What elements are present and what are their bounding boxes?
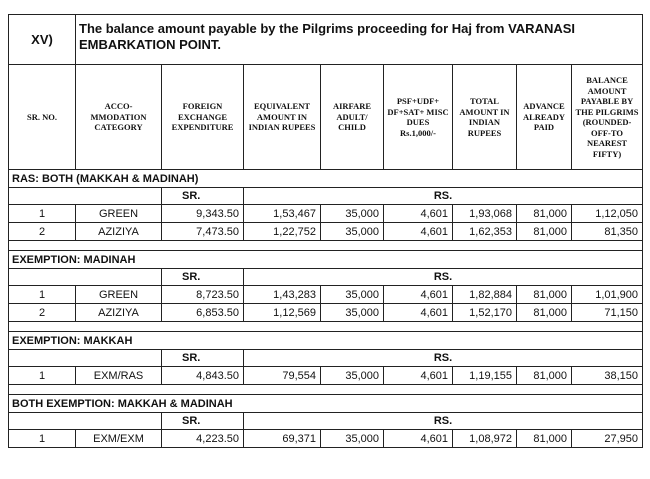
section-heading: EXEMPTION: MADINAH	[9, 251, 643, 269]
cell-equivalent-amount: 1,53,467	[244, 205, 321, 223]
header-sr-no: SR. NO.	[9, 65, 76, 170]
cell-foreign-exchange: 9,343.50	[162, 205, 244, 223]
unit-row	[9, 269, 643, 286]
unit-spacer	[9, 188, 162, 205]
cell-total-amount: 1,08,972	[453, 430, 517, 448]
cell-balance-payable: 1,01,900	[572, 286, 643, 304]
cell-balance-payable: 71,150	[572, 304, 643, 322]
header-psf-dues-label: PSF+UDF+ DF+SAT+ MISC DUES	[387, 96, 449, 127]
unit-rs-label: RS.	[244, 413, 643, 430]
unit-row	[9, 188, 643, 205]
cell-airfare: 35,000	[321, 430, 384, 448]
section-heading-row	[9, 251, 643, 269]
header-accommodation-category: ACCO-MMODATION CATEGORY	[76, 65, 162, 170]
section-heading: RAS: BOTH (MAKKAH & MADINAH)	[9, 170, 643, 188]
spacer-cell	[9, 322, 643, 332]
cell-foreign-exchange: 4,223.50	[162, 430, 244, 448]
cell-equivalent-amount: 1,43,283	[244, 286, 321, 304]
unit-sr-label: SR.	[162, 350, 244, 367]
section-heading-row	[9, 170, 643, 188]
cell-sr-no: 1	[9, 430, 76, 448]
cell-foreign-exchange: 4,843.50	[162, 367, 244, 385]
unit-spacer	[9, 413, 162, 430]
cell-equivalent-amount: 69,371	[244, 430, 321, 448]
unit-row	[9, 413, 643, 430]
header-balance-payable: BALANCE AMOUNT PAYABLE BY THE PILGRIMS (ROUNDED-OFF-TO NEAREST FIFTY)	[572, 65, 643, 170]
page-title: The balance amount payable by the Pilgrims proceeding for Haj from VARANASI EMBARKATION POINT.	[76, 15, 643, 65]
cell-balance-payable: 1,12,050	[572, 205, 643, 223]
cell-advance-paid: 81,000	[517, 430, 572, 448]
spacer-row	[9, 241, 643, 251]
header-psf-dues	[384, 65, 453, 170]
header-airfare: AIRFARE ADULT/ CHILD	[321, 65, 384, 170]
spacer-cell	[9, 385, 643, 395]
haj-balance-document	[8, 14, 642, 448]
unit-sr-label: SR.	[162, 269, 244, 286]
header-foreign-exchange: FOREIGN EXCHANGE EXPENDITURE	[162, 65, 244, 170]
header-advance-paid: ADVANCE ALREADY PAID	[517, 65, 572, 170]
balance-table	[8, 14, 643, 448]
cell-psf-dues: 4,601	[384, 367, 453, 385]
table-row	[9, 304, 643, 322]
cell-equivalent-amount: 1,22,752	[244, 223, 321, 241]
header-equivalent-amount: EQUIVALENT AMOUNT IN INDIAN RUPEES	[244, 65, 321, 170]
cell-category: GREEN	[76, 286, 162, 304]
cell-psf-dues: 4,601	[384, 304, 453, 322]
cell-foreign-exchange: 6,853.50	[162, 304, 244, 322]
cell-advance-paid: 81,000	[517, 205, 572, 223]
unit-sr-label: SR.	[162, 413, 244, 430]
cell-balance-payable: 27,950	[572, 430, 643, 448]
unit-row	[9, 350, 643, 367]
cell-total-amount: 1,82,884	[453, 286, 517, 304]
table-row	[9, 430, 643, 448]
cell-category: AZIZIYA	[76, 304, 162, 322]
section-heading-row	[9, 395, 643, 413]
table-row	[9, 205, 643, 223]
cell-category: AZIZIYA	[76, 223, 162, 241]
title-row	[9, 15, 643, 65]
cell-sr-no: 2	[9, 304, 76, 322]
cell-equivalent-amount: 79,554	[244, 367, 321, 385]
unit-sr-label: SR.	[162, 188, 244, 205]
cell-category: EXM/RAS	[76, 367, 162, 385]
section-heading: BOTH EXEMPTION: MAKKAH & MADINAH	[9, 395, 643, 413]
cell-balance-payable: 38,150	[572, 367, 643, 385]
cell-advance-paid: 81,000	[517, 304, 572, 322]
cell-total-amount: 1,93,068	[453, 205, 517, 223]
table-body	[9, 15, 643, 448]
section-heading: EXEMPTION: MAKKAH	[9, 332, 643, 350]
table-row	[9, 367, 643, 385]
spacer-cell	[9, 241, 643, 251]
cell-sr-no: 1	[9, 286, 76, 304]
cell-category: GREEN	[76, 205, 162, 223]
cell-total-amount: 1,52,170	[453, 304, 517, 322]
cell-total-amount: 1,19,155	[453, 367, 517, 385]
cell-balance-payable: 81,350	[572, 223, 643, 241]
cell-airfare: 35,000	[321, 286, 384, 304]
unit-rs-label: RS.	[244, 188, 643, 205]
header-psf-dues-amount: Rs.1,000/-	[400, 127, 436, 138]
unit-spacer	[9, 350, 162, 367]
cell-foreign-exchange: 8,723.50	[162, 286, 244, 304]
cell-advance-paid: 81,000	[517, 223, 572, 241]
cell-psf-dues: 4,601	[384, 286, 453, 304]
unit-rs-label: RS.	[244, 350, 643, 367]
header-total-amount: TOTAL AMOUNT IN INDIAN RUPEES	[453, 65, 517, 170]
cell-psf-dues: 4,601	[384, 223, 453, 241]
cell-airfare: 35,000	[321, 223, 384, 241]
section-heading-row	[9, 332, 643, 350]
cell-equivalent-amount: 1,12,569	[244, 304, 321, 322]
cell-total-amount: 1,62,353	[453, 223, 517, 241]
unit-rs-label: RS.	[244, 269, 643, 286]
unit-spacer	[9, 269, 162, 286]
cell-foreign-exchange: 7,473.50	[162, 223, 244, 241]
spacer-row	[9, 322, 643, 332]
cell-airfare: 35,000	[321, 367, 384, 385]
cell-sr-no: 1	[9, 367, 76, 385]
table-row	[9, 286, 643, 304]
cell-psf-dues: 4,601	[384, 430, 453, 448]
spacer-row	[9, 385, 643, 395]
cell-airfare: 35,000	[321, 205, 384, 223]
section-number: XV)	[9, 15, 76, 65]
cell-airfare: 35,000	[321, 304, 384, 322]
header-row	[9, 65, 643, 170]
cell-sr-no: 1	[9, 205, 76, 223]
table-row	[9, 223, 643, 241]
cell-advance-paid: 81,000	[517, 367, 572, 385]
cell-advance-paid: 81,000	[517, 286, 572, 304]
cell-psf-dues: 4,601	[384, 205, 453, 223]
cell-sr-no: 2	[9, 223, 76, 241]
cell-category: EXM/EXM	[76, 430, 162, 448]
